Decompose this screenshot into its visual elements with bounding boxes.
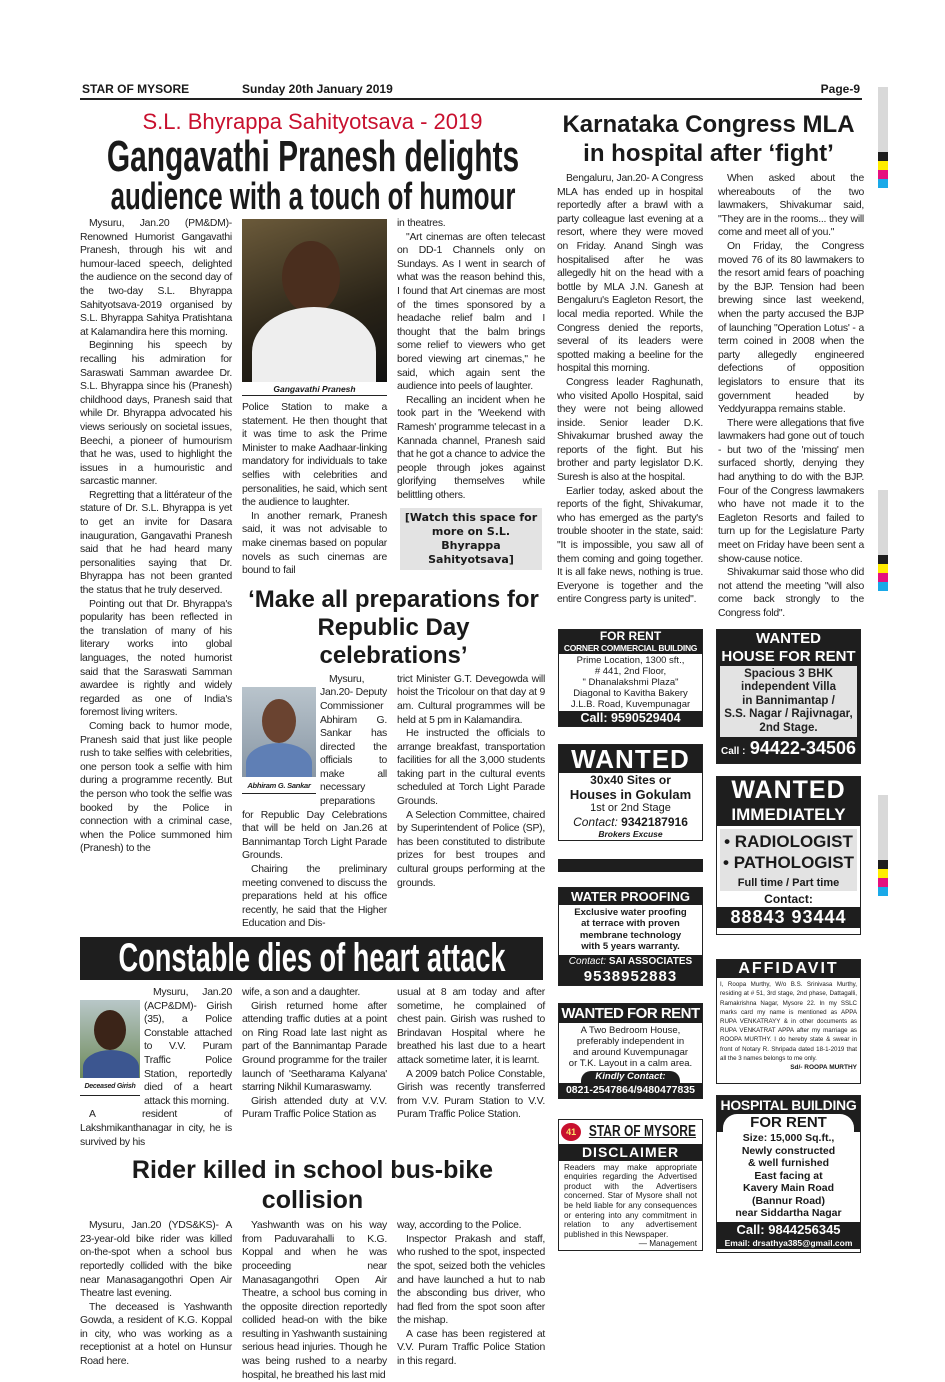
paragraph: There were allegations that five lawmakers had gone out of touch - but two of the 'missing' men surfaced shortly, denying they had anything to do with the BJP. Four of the Congress lawmakers who have not made it to the Eagleton Resorts and failed to turn up for the Legislature Party meet on Friday have been sent a show-cause notice. [718, 417, 864, 565]
ad-contact: SAI ASSOCIATES [608, 955, 693, 967]
paragraph: A Selection Committee, chaired by Superintendent of Police (SP), has been constituted to distribute prizes for best troupes and cultural groups performing at the grounds. [397, 809, 545, 889]
paragraph: In another remark, Pranesh said, it was not advisable to make cinemas based on popular novels as such cinemas are bound to fail [242, 510, 387, 577]
constable-grid [80, 986, 545, 1149]
ad-disclaimer [558, 1119, 703, 1251]
ad-title: AFFIDAVIT [717, 960, 860, 978]
ad-line: Houses in Gokulam [569, 786, 692, 802]
article-headline [242, 586, 545, 670]
ad-call-label: Call : [720, 746, 746, 758]
paragraph: The deceased is Yashwanth Gowda, a resident of K.G. Koppal in city, who was working as a receptionist at a hotel on Hunsur Road here. [80, 1301, 232, 1368]
paragraph: usual at 8 am today and after sometime, he complained of chest pain. Girish was rushed to Brindavan Hospital where he breathed his last due to a heart attack sometime later, it is learnt. [397, 987, 545, 1066]
ad-contact-label: Contact: [573, 814, 618, 829]
ad-line: J.L.B. Road, Kuvempunagar [570, 698, 691, 710]
paragraph: Police Station to make a statement. He then thought that it was time to ask the Prime Minister to make Aadhaar-linking mandatory for individuals to take selfies with celebrities and personalities, he said, which sent the audience to laughter. [242, 402, 387, 509]
ad-body [559, 1023, 702, 1071]
anniversary-badge: 41 [561, 1123, 581, 1141]
ad-phone: 88843 93444 [717, 907, 860, 928]
header-rule [80, 98, 862, 100]
photo-caption: Abhiram G. Sankar [242, 777, 316, 795]
ad-phone: 0821-2547864/9480477835 [559, 1083, 702, 1098]
headline-line: ‘Make all preparations for [248, 585, 539, 613]
photo-caption: Gangavathi Pranesh [242, 382, 387, 396]
column-text [242, 401, 387, 578]
paragraph: A resident of Lakshmikanthanagar in city, he is survived by his [80, 1109, 232, 1148]
paragraph: Regretting that a littérateur of the stature of Dr. S.L. Bhyrappa is yet to get an invite for Dasara inauguration, Gangavathi Pranesh said that he had heard many personalities saying that Dr. Bhyrappa has not been granted the status that he truly deserved. [80, 489, 232, 597]
ad-title: WANTED [756, 629, 821, 647]
right-region [555, 110, 862, 1253]
paragraph: On Friday, the Congress moved 76 of its 80 lawmakers to the resort amid fears of poaching by the BJP. Tension had been brewing since last weekend, when the party accused the BJP of launching "Operation Lotus' - a term coined in 2008 when the party allegedly engineered defections of opposition legislators to ensure that its government headed by Yeddyurappa remains stable. [718, 240, 864, 416]
headline-line: in hospital after ‘fight’ [583, 140, 834, 167]
paragraph: Pointing out that Dr. Bhyrappa's popularity has been reflected in the translation of many of his literary works into global languages, the noted humorist said that the Saraswati Samman awardee is rightly and widely regarded as one of India's foremost living writers. [80, 598, 232, 719]
article-kicker: S.L. Bhyrappa Sahityotsava - 2019 [142, 109, 483, 134]
paragraph: Recalling an incident when he took part in the 'Weekend with Ramesh' programme telecast in a Kannada channel, Pranesh said that he got a chance to advice the people through jokes against glorifying themselves while belittling others. [397, 394, 545, 501]
ad-line: # 441, 2nd Floor, [594, 665, 667, 677]
ad-line: Kavery Main Road [742, 1182, 835, 1195]
headline-line: Gangavathi Pranesh delights [106, 132, 519, 181]
watch-this-space-note: [Watch this space for more on S.L. Bhyrappa Sahityotsava] [400, 508, 542, 570]
photo-block [242, 219, 387, 396]
article-column [397, 986, 545, 1122]
paragraph: wife, a son and a daughter. [242, 987, 361, 998]
article-column [242, 986, 387, 1122]
headline-bar [80, 937, 543, 980]
article-column [397, 673, 545, 891]
paragraph: Bengaluru, Jan.20- A Congress MLA has ended up in hospital reportedly after a brawl with a party colleague last evening at a resort, where they were moved on Friday. Anand Singh was hospitalised after he was allegedly hit on the head with a bottle by MLA J.N. Ganesh at Bengaluru's Eagleton Resort, the local media reported. While the Congress denied the reports, several of its leaders were spotted making a beeline for the hospital this morning. [557, 173, 703, 375]
ad-line: preferably independent in [576, 1035, 685, 1047]
ad-body [559, 905, 702, 955]
ad-line: 1st or 2nd Stage [590, 801, 671, 814]
article-column [557, 172, 703, 607]
ad-line: S.S. Nagar / Rajivnagar, [724, 708, 853, 721]
article-column [718, 172, 864, 621]
congress-grid [555, 172, 862, 621]
headline-line: Karnataka Congress MLA [562, 111, 855, 138]
paragraph: Girish returned home after attending traffic duties at a point on Ring Road late last night as part of the Bannimantap Parade Ground programme for the trailer launch of 'Seetharama Kalyana' starring Nikhil Kumaraswamy. [242, 1000, 387, 1094]
black-bar [558, 859, 703, 872]
ad-subtitle: CORNER COMMERCIAL BUILDING [559, 643, 702, 654]
article-headline: Rider killed in school bus-bike collision [131, 1156, 494, 1215]
ad-title: WANTED FOR RENT [559, 1004, 702, 1023]
issue-date: Sunday 20th January 2019 [242, 82, 393, 96]
ad-subtitle: IMMEDIATELY [717, 804, 860, 826]
ad-line: near Siddartha Nagar [735, 1207, 842, 1220]
photo-deceased-girish [80, 1000, 140, 1078]
paragraph: Shivakumar said those who did not attend the meeting "will also come back strongly to the Congress fold". [718, 567, 864, 619]
ad-phone: Call: 9844256345 [717, 1222, 860, 1238]
paragraph: A 2009 batch Police Constable, Girish was recently transferred from V.V. Puram Station to V.V. Puram Traffic Police Station. [397, 1068, 545, 1121]
ad-title: WATER PROOFING [559, 888, 702, 905]
ad-phone: Call: 9590529404 [559, 711, 702, 726]
paragraph: Earlier today, asked about the reports of the fight, Shivakumar, who has emerged as the party's trouble shooter in the state, said: "It is impossible, you saw all of them coming and going together. It is all fake news, nothing is true. Everyone is together and the entire Congress party is united". [557, 485, 703, 606]
article-column [242, 673, 387, 931]
ad-title: FOR RENT [559, 630, 702, 643]
paragraph: Mysuru, Jan.20- Deputy Commissioner Abhiram G. Sankar has directed the officials to make all necessary preparations for Republic Day Celebrations that will be held on Jan.26 at Bannimantap Torch Light Parade Grounds. [242, 673, 387, 862]
article-headline [80, 176, 545, 218]
ads-column-left [558, 629, 703, 1251]
ad-line: East facing at [754, 1169, 823, 1182]
paragraph: A case has been registered at V.V. Puram Traffic Police Station in this regard. [397, 1328, 545, 1368]
paragraph: in theatres. [397, 218, 446, 229]
ad-body: I, Roopa Murthy, W/o B.S. Srinivasa Murthy, residing at # 51, 3rd stage, 2nd phase, Dattagalli, Ramakrishna Nagar, Mysore 22. In my SSLC marks card my name is mentioned as APPA RUPA VENKATRAYY & in other documents as RUPA VENKATRAT APPA after my marriage as ROOPA MURTHY. I do hereby state & swear in front of Notary R. Shripada dated 18-1-2019 that all the 3 names belongs to me only. [720, 981, 857, 1062]
brand-logo: STAR OF MYSORE [588, 1122, 697, 1140]
ad-line: 30x40 Sites or [590, 772, 671, 787]
ad-for-rent-commercial [558, 629, 703, 727]
ad-title: WANTED [559, 745, 702, 773]
ads-area [555, 629, 862, 1254]
ad-line: and around Kuvempunagar [572, 1046, 689, 1058]
paper-name: STAR OF MYSORE [82, 82, 190, 96]
ad-hospital-building [716, 1095, 861, 1253]
headline-line: audience with a touch of humour [110, 176, 515, 218]
photo-block [80, 1000, 140, 1096]
ad-line: 2nd Stage. [759, 721, 818, 734]
paragraph: trict Minister G.T. Devegowda will hoist the Tricolour on that day at 9 am. Cultural programmes will be held at 5 pm in Kalamandira. [397, 673, 545, 726]
ad-line: • RADIOLOGIST [724, 832, 853, 852]
ad-line: at terrace with proven [581, 918, 680, 930]
article-headline [80, 132, 545, 181]
ad-title: WANTED [717, 777, 860, 804]
paragraph: way, according to the Police. [397, 1220, 522, 1232]
rider-grid [80, 1219, 545, 1382]
photo-gangavathi-pranesh [242, 219, 387, 382]
paragraph: "Art cinemas are often telecast on DD-1 Channels only on Sundays. As I went in search of what was the reason behind this, I found that Art cinemas are most of the times sponsored by a headache relief balm and I thought that the balm brings some relief to viewers who get bored viewing art cinemas," he said, which again sent the audience into peels of laughter. [397, 231, 545, 393]
ad-body [720, 666, 857, 738]
ad-water-proofing [558, 887, 703, 986]
paragraph: When asked about the whereabouts of the two lawmakers, Shivakumar said, "They are in the rooms... they will come and meet all of you." [718, 173, 864, 239]
article-column [80, 217, 232, 856]
paragraph: Coming back to humor mode, Pranesh said that just like people rush to take selfies with celebrities, one person took a selfie with him during a programme recently. But the person who took the selfie was booked by the Police in connection with a criminal case, when the Police summoned him (Pranesh) to the [80, 720, 232, 855]
article-headline: Constable dies of heart attack [118, 936, 505, 980]
ad-subtitle: HOUSE FOR RENT [721, 647, 856, 665]
page-number: Page-9 [820, 82, 860, 96]
ad-contact-label: Kindly Contact: [581, 1071, 680, 1083]
ad-line: " Dhanalakshmi Plaza" [582, 676, 679, 688]
paragraph: Chairing the preliminary meeting convened to discuss the preparations held at his office recently, he said that the Higher Education and Dis- [242, 864, 387, 930]
ad-phone: 9342187916 [621, 814, 688, 829]
ad-title: HOSPITAL BUILDING [717, 1096, 860, 1114]
ad-line: in Bannimantap / [742, 694, 835, 707]
paragraph: Mysuru, Jan.20 (YDS&KS)- A 23-year-old bike rider was killed on-the-spot when a school bus reportedly collided with the bike near Manasagangothri Open Air Theatre last evening. [80, 1220, 232, 1300]
ad-line: Size: 15,000 Sq.ft., [742, 1132, 835, 1145]
article-column [397, 217, 545, 570]
ad-line: membrane technology [579, 929, 682, 941]
paragraph: Yashwanth was on his way from Paduvarahalli to K.G. Koppal and when he was proceeding near Manasagangothri Open Air Theatre, a school bus coming in the opposite direction reportedly collided head-on with the bike resulting in Yashwanth sustaining serious head injuries. Though he was being rushed to a nearby hospital, he breathed his last mid [242, 1220, 388, 1381]
ad-line: Diagonal to Kavitha Bakery [573, 687, 688, 699]
article-column [80, 1219, 232, 1369]
ad-wanted-sites [558, 744, 703, 841]
ad-body [717, 1132, 860, 1220]
paragraph: Girish attended duty at V.V. Puram Traffic Police Station as [242, 1095, 387, 1121]
ad-line: Newly constructed [741, 1144, 836, 1157]
ad-contact-label: Contact: [568, 955, 607, 967]
photo-block [242, 687, 316, 795]
ad-line: Spacious 3 BHK [744, 667, 833, 680]
paragraph: Mysuru, Jan.20 (ACP&DM)- Girish (35), a Police Constable attached to V.V. Puram Traffic Police Station, reportedly died of a heart attack this morning. [144, 987, 232, 1107]
article-column [242, 1219, 387, 1382]
article-column [80, 986, 232, 1149]
paragraph: Inspector Prakash and staff, who rushed to the spot, inspected the spot, seized both the vehicles and have launched a hut to nab the absconding bus driver, who had fled from the spot soon after the mishap. [397, 1233, 545, 1327]
photo-caption: Deceased Girish [80, 1078, 140, 1096]
ad-wanted-for-rent [558, 1003, 703, 1099]
ad-sign: Sd/- ROOPA MURTHY [790, 1063, 857, 1071]
headline-line: Republic Day celebrations’ [317, 613, 470, 669]
ad-body: Readers may make appropriate enquiries regarding the Advertised product with the Advertisers concerned. Star of Mysore shall not be held liable for any consequences or entering into any commitment in relation to any advertisement published in this Newspaper. [564, 1162, 697, 1239]
ad-line: or T.K. Layout in a calm area. [568, 1057, 693, 1069]
article-headline [555, 110, 862, 168]
ad-line: Prime Location, 1300 sft., [576, 654, 685, 666]
ad-wanted-house [716, 629, 861, 765]
ad-sign: — Management [638, 1239, 697, 1249]
ad-email: Email: drsathya385@gmail.com [717, 1238, 860, 1249]
ad-line: • PATHOLOGIST [723, 853, 854, 873]
paragraph: He instructed the officials to arrange breakfast, transportation facilities for all the 3,000 students taking part in the cultural events scheduled at Torch Light Parade Grounds. [397, 728, 545, 808]
ad-phone: 94422-34506 [749, 738, 856, 759]
ad-note: Brokers Excuse [598, 828, 663, 839]
ad-wanted-immediately [716, 776, 861, 935]
ad-line: (Bannur Road) [752, 1194, 825, 1207]
ad-line: & well furnished [747, 1157, 830, 1170]
article-column [242, 217, 387, 578]
ad-title: DISCLAIMER [559, 1144, 702, 1161]
top-grid [80, 217, 545, 931]
photo-abhiram-g-sankar [242, 687, 316, 777]
paragraph: Mysuru, Jan.20 (PM&DM)- Renowned Humorist Gangavathi Pranesh, through his wit and humour-laced speech, delighted the audience on the second day of the two-day S.L. Bhyrappa Sahityotsava-2019 organised by S.L. Bhyrappa Sahitya Pratishtana at Kalamandira here this morning. [80, 218, 232, 338]
ad-line: with 5 years warranty. [581, 941, 680, 953]
ad-contact-label: Contact: [764, 892, 813, 907]
ads-column-right [716, 629, 861, 1254]
left-region [80, 109, 545, 1382]
article-column [397, 1219, 545, 1369]
ad-positions [720, 829, 857, 875]
ad-phone: 9538952883 [559, 968, 702, 985]
ad-body [559, 654, 702, 711]
paragraph: Beginning his speech by recalling his admiration for Saraswati Samman awardee Dr. S.L. Bhyrappa since his (Pranesh) childhood days, Pranesh said that while Dr. Bhyrappa advocated his views seriously on societal issues, Beechi, a pioneer of humourism that he was, used to highlight the issues in a humouristic and sarcastic manner. [80, 340, 232, 488]
ad-line: independent Villa [741, 681, 836, 694]
paragraph: Congress leader Raghunath, who visited Apollo Hospital, said they were not being allowed inside. Senior leader D.K. Shivakumar brushed away the reports of the fight. But his brother and party legislator D.K. Suresh is also at the hospital. [557, 376, 703, 484]
ad-affidavit [716, 959, 861, 1084]
ad-line: Exclusive water proofing [574, 906, 687, 918]
ad-line: A Two Bedroom House, [580, 1024, 681, 1036]
column-text [397, 217, 545, 502]
ad-subtitle: FOR RENT [723, 1114, 854, 1132]
ad-time: Full time / Part time [720, 875, 857, 891]
